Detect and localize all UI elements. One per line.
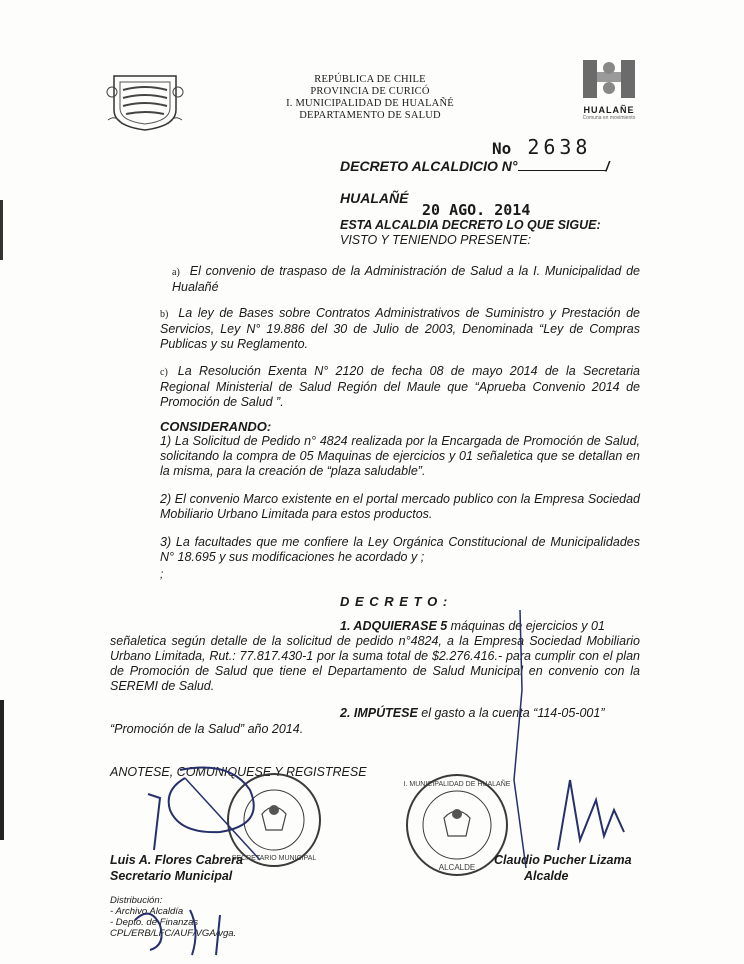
alcalde-title: Alcalde: [524, 869, 569, 883]
decree-slash: /: [605, 158, 610, 174]
secretario-name: Luis A. Flores Cabrera: [110, 853, 243, 867]
scan-edge-mark: [0, 200, 3, 260]
secretario-block: [110, 852, 243, 884]
visto-text-c: La Resolución Exenta N° 2120 de fecha 08 de mayo 2014 de la Secretaria Regional Ministerial de Salud Región del Maule que “Aprueba Convenio 2014 de Promoción de Salud ”.: [160, 364, 640, 409]
decree-title: DECRETO ALCALDICIO N°: [340, 158, 518, 174]
decree-title-line: [340, 158, 609, 174]
visto-item-c: [160, 364, 640, 410]
alcalde-name: Claudio Pucher Lizama: [494, 853, 632, 867]
seal-right-bottom-text: ALCALDE: [438, 863, 476, 872]
alcalde-block: [494, 852, 632, 884]
considerando-heading: CONSIDERANDO:: [160, 419, 272, 434]
considerando-item-1: 1) La Solicitud de Pedido n° 4824 realizada por la Encargada de Promoción de Salud, solicitando la compra de 05 Maquinas de ejercicios y 01 señaletica que se detallan en la misma, para la creación de “plaza saludable”.: [160, 434, 640, 478]
visto-text-a: El convenio de traspaso de la Administración de Salud a la I. Municipalidad de Hualañé: [172, 264, 640, 294]
decreto-item-1-rest: señaletica según detalle de la solicitud de pedido n°4824, a la Empresa Sociedad Mobiliario Urbano Limitada, Rut.: 77.817.430-1 por la suma total de $2.276.416.- para cumplir con el plan de Promoción de Salud que tiene el Departamento de Salud Municipal en convenio con la SEREMI de Salud.: [110, 634, 640, 693]
initials-scribble: [130, 900, 250, 960]
header-line-province: PROVINCIA DE CURICÓ: [310, 86, 430, 97]
decree-place: HUALAÑÉ: [340, 190, 409, 206]
visto-item-a: [172, 264, 640, 295]
distribution-line-2: - Depto. de Finanzas: [110, 917, 199, 928]
decreto-item-2-lead: 2. IMPÚTESE: [340, 706, 418, 720]
visto-mark-c: c): [160, 367, 168, 378]
decreto-item-1-lead: 1. ADQUIERASE 5: [340, 619, 448, 633]
hualane-logo: [574, 58, 644, 121]
seal-right-top-text: I. MUNICIPALIDAD DE HUALAÑE: [403, 781, 511, 788]
considerando-item-3: 3) La facultades que me confiere la Ley Orgánica Constitucional de Municipalidades N° 18.695 y sus modificaciones he acordado y ;: [160, 535, 640, 564]
considerando-stray-mark: ;: [160, 567, 164, 581]
distribution-heading: Distribución:: [110, 895, 163, 906]
header-line-municipality: I. MUNICIPALIDAD DE HUALAÑÉ: [286, 98, 454, 109]
distribution-line-1: - Archivo Alcaldía: [110, 906, 184, 917]
alcalde-handwritten-signature: [500, 600, 650, 880]
header-line-department: DEPARTAMENTO DE SALUD: [299, 110, 441, 121]
logo-name: HUALAÑE: [583, 105, 635, 115]
distribution-line-3: CPL/ERB/LFC/AUF/VGA/vga.: [110, 928, 237, 939]
decreto-item-2-cont: “Promoción de la Salud” año 2014.: [110, 722, 304, 736]
header-line-country: REPÚBLICA DE CHILE: [314, 74, 426, 85]
decreto-item-2-text: el gasto a la cuenta “114-05-001”: [417, 706, 605, 720]
closing-line: ANOTESE, COMUNIQUESE Y REGISTRESE: [110, 765, 367, 779]
h-letter-logo-icon: [581, 58, 637, 100]
decree-intro-1: ESTA ALCALDIA DECRETO LO QUE SIGUE:: [340, 218, 601, 232]
secretario-title: Secretario Municipal: [110, 869, 233, 883]
coat-of-arms-logo: [106, 70, 184, 132]
considerando-item-2: 2) El convenio Marco existente en el portal mercado publico con la Empresa Sociedad Mobiliario Urbano Limitada para estos productos.: [160, 492, 640, 521]
scan-edge-mark-lower: [0, 700, 4, 840]
decree-number-prefix: No: [492, 139, 512, 158]
visto-mark-b: b): [160, 309, 169, 320]
decree-intro-2: VISTO Y TENIENDO PRESENTE:: [340, 233, 532, 247]
visto-item-b: [160, 306, 640, 352]
decreto-heading: D E C R E T O :: [340, 594, 449, 609]
decreto-item-1-first: máquinas de ejercicios y 01: [447, 619, 605, 633]
seal-left-text: SECRETARIO MUNICIPAL: [231, 855, 317, 862]
decree-number-value: 2638: [527, 135, 592, 159]
decree-date-stamp: 20 AGO. 2014: [422, 201, 531, 219]
visto-text-b: La ley de Bases sobre Contratos Administrativos de Suministro y Prestación de Servicios, Ley N° 19.886 del 30 de Julio de 2003, Denominada “Ley de Compras Publicas y su Reglamento.: [160, 306, 640, 351]
visto-mark-a: a): [172, 267, 180, 278]
header-block: [270, 74, 470, 122]
decree-number: [492, 135, 591, 159]
logo-tagline: Comuna en movimiento: [582, 115, 636, 121]
